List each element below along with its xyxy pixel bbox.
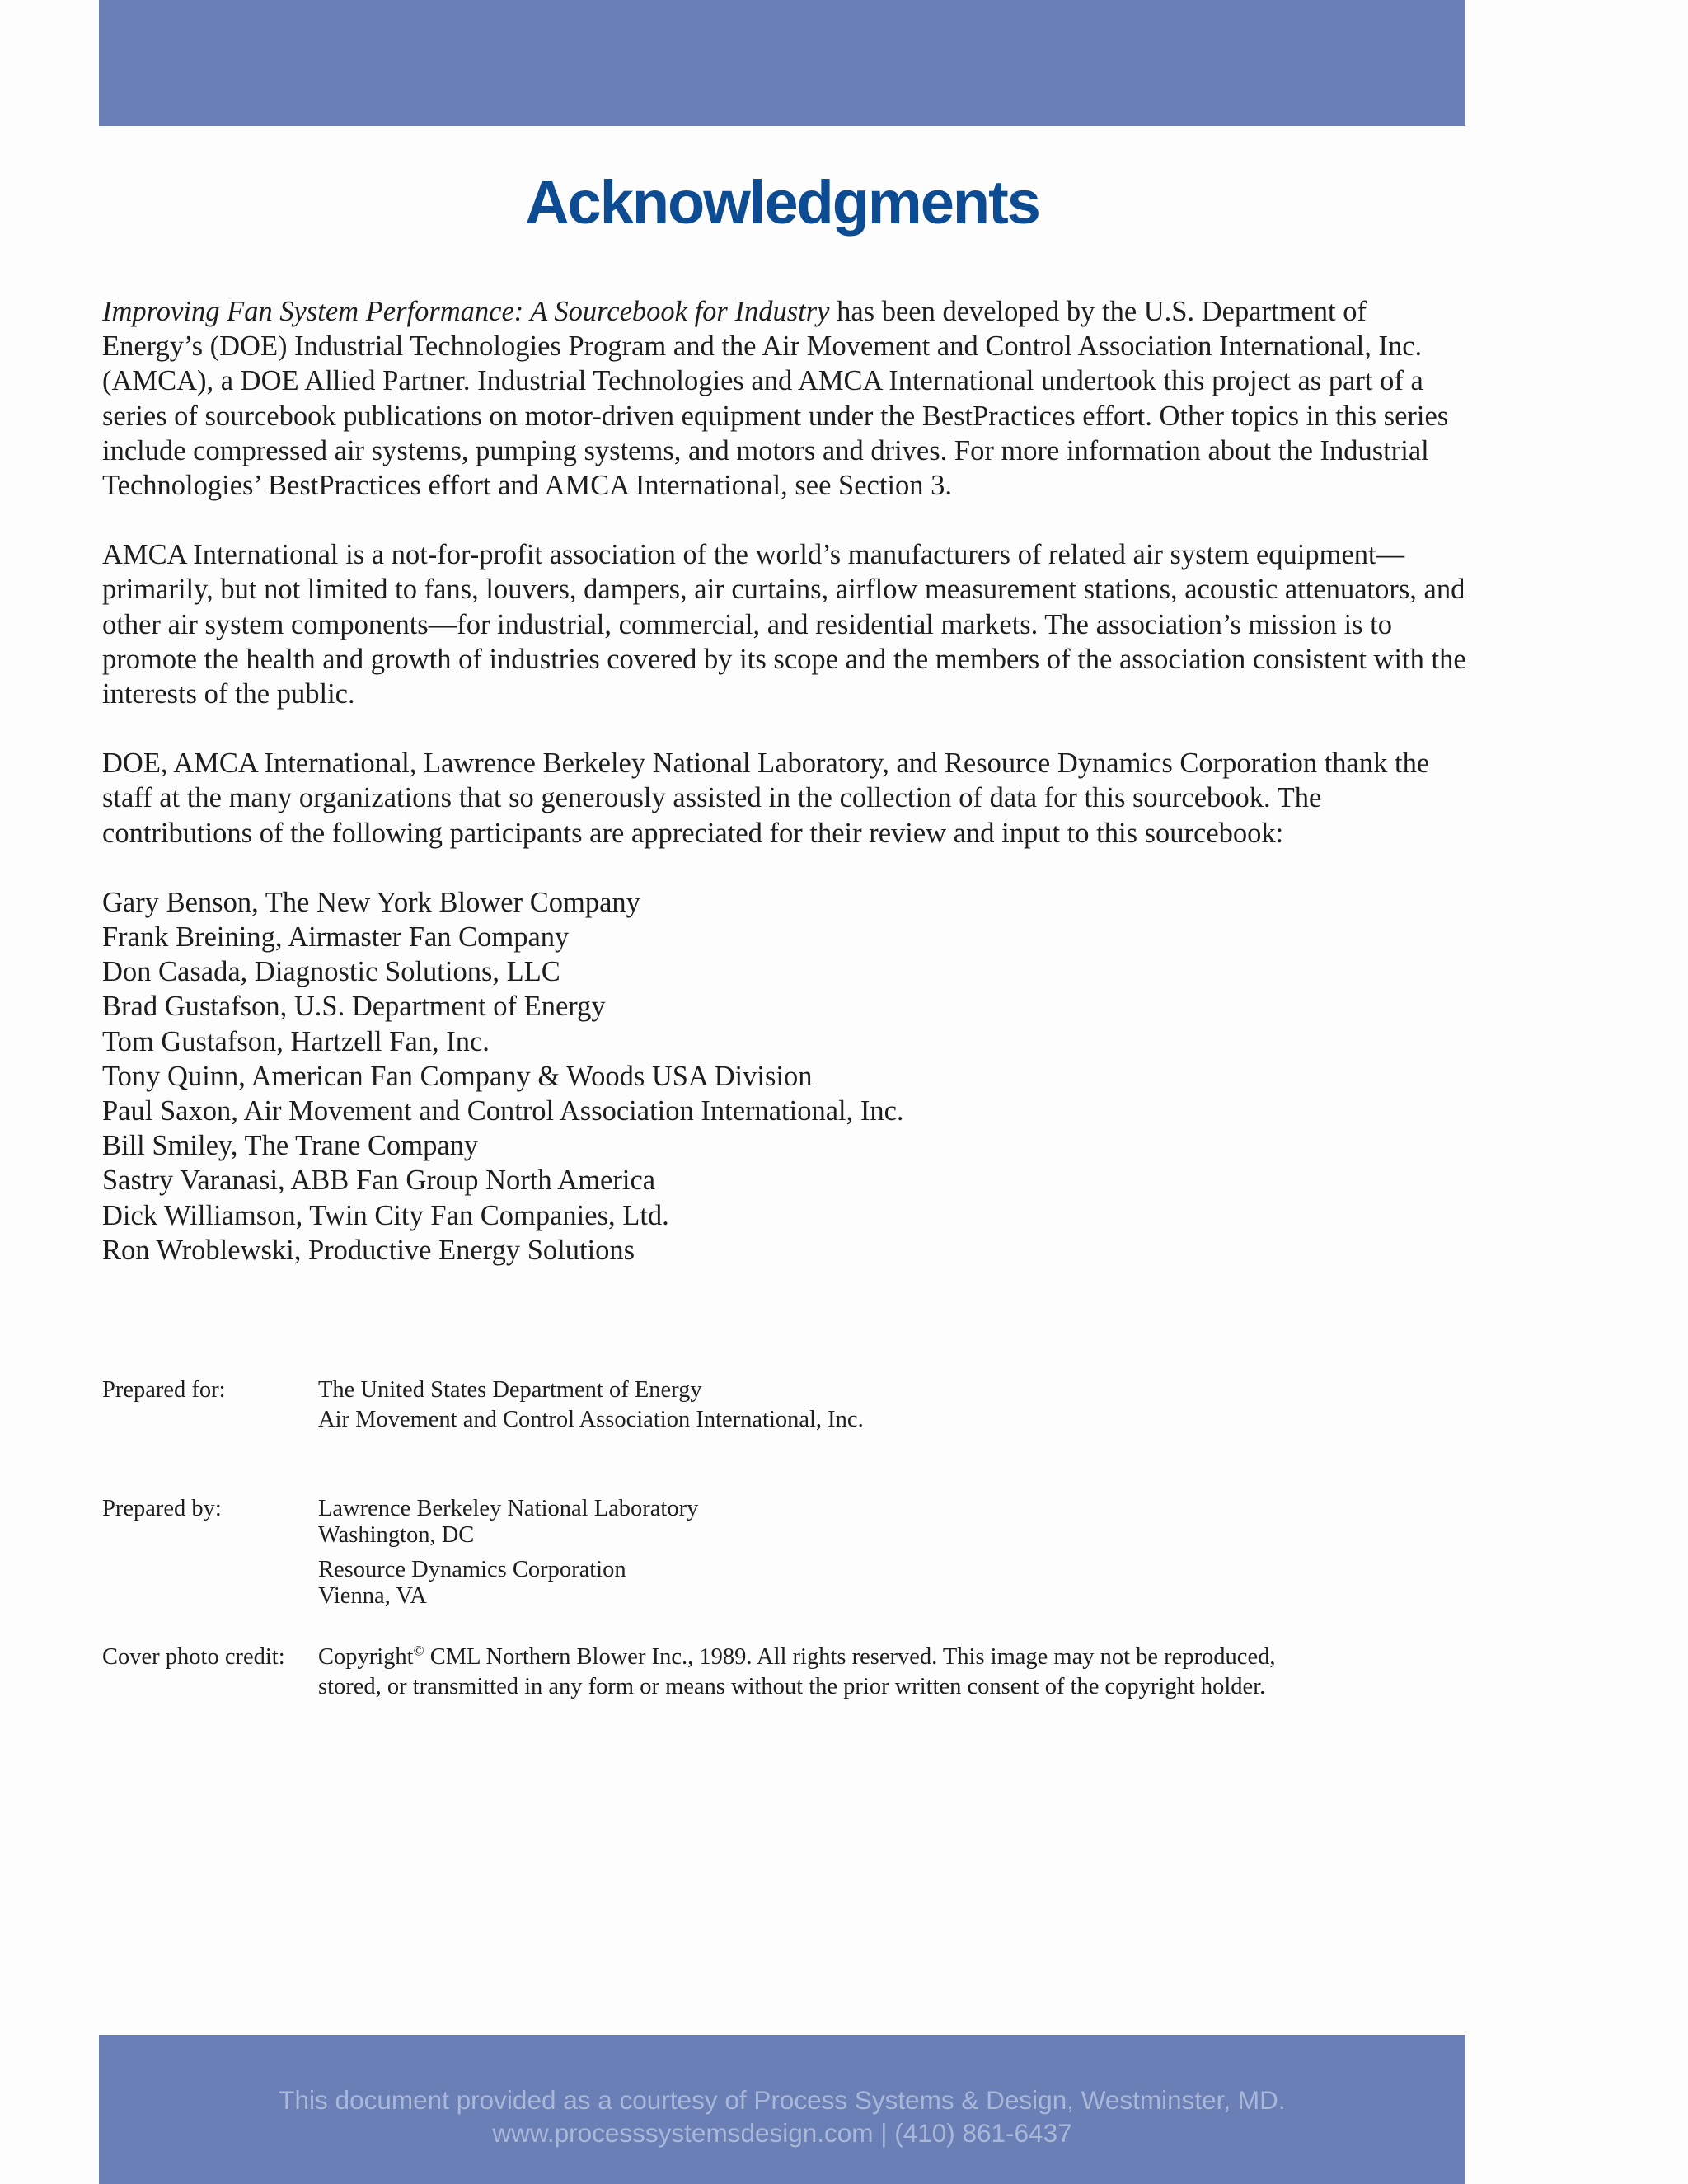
copyright-symbol: ©: [413, 1643, 424, 1659]
list-item: Tom Gustafson, Hartzell Fan, Inc.: [102, 1025, 490, 1057]
thanks-paragraph: DOE, AMCA International, Lawrence Berkeley National Laboratory, and Resource Dynamics Corporation thank the staff at the many organizations that so generously assisted in the collection of data for this sourcebook. The contributions of the following participants are appreciated for their review and input to this sourcebook:: [102, 748, 1430, 849]
list-item: Bill Smiley, The Trane Company: [102, 1130, 479, 1162]
prepared-by-org-location: Washington, DC: [318, 1522, 475, 1548]
list-item: Paul Saxon, Air Movement and Control Association International, Inc.: [102, 1095, 904, 1127]
prepared-for-label: Prepared for:: [102, 1377, 226, 1403]
list-item: Don Casada, Diagnostic Solutions, LLC: [102, 956, 560, 988]
body-text: [102, 294, 1470, 1268]
list-item: Tony Quinn, American Fan Company & Woods USA Division: [102, 1060, 813, 1092]
cover-credit-text: CML Northern Blower Inc., 1989. All rights reserved. This image may not be reproduced,: [424, 1644, 1276, 1670]
footer-line: www.processsystemsdesign.com | (410) 861-6437: [492, 2118, 1072, 2148]
prepared-by-org-name: Lawrence Berkeley National Laboratory: [318, 1496, 699, 1521]
header-band: [99, 0, 1465, 126]
book-title: Improving Fan System Performance: A Sourcebook for Industry: [102, 296, 830, 327]
prepared-for-content: [318, 1377, 1522, 1433]
list-item: Sastry Varanasi, ABB Fan Group North America: [102, 1165, 656, 1197]
footer-line: This document provided as a courtesy of Process Systems & Design, Westminster, MD.: [279, 2085, 1286, 2115]
cover-credit-line: stored, or transmitted in any form or means without the prior written consent of the copyright holder.: [318, 1674, 1266, 1699]
list-item: Ron Wroblewski, Productive Energy Solutions: [102, 1234, 635, 1266]
copyright-word: Copyright: [318, 1644, 414, 1670]
cover-credit-line: [318, 1644, 1522, 1671]
cover-credit-content: [318, 1644, 1522, 1700]
prepared-for-line: Air Movement and Control Association International, Inc.: [318, 1407, 864, 1432]
list-item: Frank Breining, Airmaster Fan Company: [102, 921, 570, 954]
intro-paragraph: [102, 294, 1470, 503]
list-item: Brad Gustafson, U.S. Department of Energy: [102, 991, 606, 1023]
list-item: Gary Benson, The New York Blower Company: [102, 886, 640, 918]
amca-paragraph: AMCA International is a not-for-profit association of the world’s manufacturers of related air system equipment—primarily, but not limited to fans, louvers, dampers, air curtains, airflow measurement stations, acoustic attenuators, and other air system components—for industrial, commercial, and residential markets. The association’s mission is to promote the health and growth of industries covered by its scope and the members of the association consistent with the interests of the public.: [102, 539, 1466, 710]
prepared-by-content: [318, 1496, 1522, 1610]
prepared-for-line: The United States Department of Energy: [318, 1377, 702, 1403]
page-title: Acknowledgments: [525, 168, 1039, 237]
cover-credit-label: Cover photo credit:: [102, 1644, 285, 1670]
prepared-by-org-location: Vienna, VA: [318, 1583, 427, 1609]
prepared-by-org-name: Resource Dynamics Corporation: [318, 1557, 626, 1582]
footer-text: [99, 2083, 1465, 2149]
prepared-by-label: Prepared by:: [102, 1496, 222, 1521]
participants-list: [102, 885, 1470, 1268]
list-item: Dick Williamson, Twin City Fan Companies, Ltd.: [102, 1199, 669, 1231]
intro-text: has been developed by the U.S. Department of Energy’s (DOE) Industrial Technologies Program and the Air Movement and Control Association International, Inc. (AMCA), a DOE Allied Partner. Industrial Technologies and AMCA International undertook this project as part of a series of sourcebook publications on motor-driven equipment under the BestPractices effort. Other topics in this series include compressed air systems, pumping systems, and motors and drives. For more information about the Industrial Technologies’ BestPractices effort and AMCA International, see Section 3.: [102, 296, 1449, 502]
